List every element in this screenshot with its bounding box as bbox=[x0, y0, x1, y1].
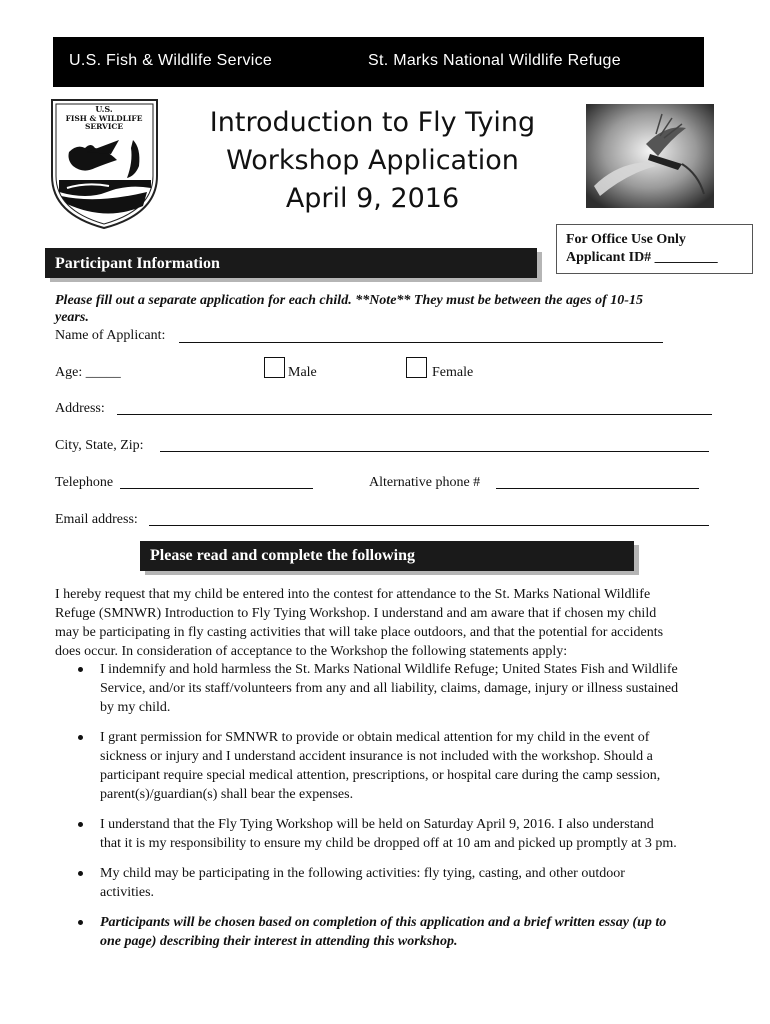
name-field[interactable] bbox=[179, 342, 663, 343]
office-use-label: For Office Use Only bbox=[566, 232, 686, 247]
title-line-3: April 9, 2016 bbox=[285, 183, 460, 214]
title-line-2: Workshop Application bbox=[226, 145, 519, 176]
female-label: Female bbox=[432, 365, 474, 380]
bullet-line: participant require special medical attention, prescriptions, or hospital care during the camp session, bbox=[100, 768, 661, 783]
bullet-icon bbox=[78, 735, 83, 740]
header-bar bbox=[53, 37, 704, 87]
svg-text:SERVICE: SERVICE bbox=[84, 122, 124, 131]
alt-phone-field[interactable] bbox=[496, 488, 699, 489]
bullet-line: I understand that the Fly Tying Workshop will be held on Saturday April 9, 2016. I also understand bbox=[100, 817, 654, 832]
bullet-item-selection bbox=[100, 913, 740, 951]
bullet-line: My child may be participating in the following activities: fly tying, casting, and other outdoor bbox=[100, 866, 625, 881]
email-field[interactable] bbox=[149, 525, 709, 526]
instruction-line-2: years. bbox=[55, 310, 89, 325]
form-title bbox=[175, 104, 570, 218]
telephone-label: Telephone bbox=[55, 475, 114, 490]
intro-line: Refuge (SMNWR) Introduction to Fly Tying Workshop. I understand and am aware that if chosen my child bbox=[55, 606, 657, 621]
bullet-line: that it is my responsibility to ensure my child be dropped off at 10 am and picked up promptly at 3 pm. bbox=[100, 836, 677, 851]
usfws-logo bbox=[47, 96, 162, 231]
bullet-line: parent(s)/guardian(s) shall bear the expenses. bbox=[100, 787, 354, 802]
bullet-icon bbox=[78, 871, 83, 876]
participant-info-banner bbox=[45, 248, 537, 278]
bullet-icon bbox=[78, 822, 83, 827]
bullet-item-indemnify bbox=[100, 660, 740, 717]
name-label: Name of Applicant: bbox=[55, 328, 166, 343]
svg-text:FISH & WILDLIFE: FISH & WILDLIFE bbox=[65, 114, 143, 123]
intro-line: may be participating in fly casting activities that will take place outdoors, and that the potential for accidents bbox=[55, 625, 664, 640]
address-field[interactable] bbox=[117, 414, 712, 415]
bullet-item-schedule bbox=[100, 815, 740, 853]
bullet-line: Participants will be chosen based on completion of this application and a brief written essay (up to bbox=[100, 915, 667, 930]
read-complete-banner bbox=[140, 541, 634, 571]
bullet-line: by my child. bbox=[100, 700, 171, 715]
bullet-line: activities. bbox=[100, 885, 155, 900]
address-label: Address: bbox=[55, 401, 105, 416]
participant-info-heading: Participant Information bbox=[55, 255, 220, 272]
read-complete-heading: Please read and complete the following bbox=[150, 547, 416, 564]
bullet-icon bbox=[78, 920, 83, 925]
email-label: Email address: bbox=[55, 512, 138, 527]
title-line-1: Introduction to Fly Tying bbox=[209, 107, 536, 138]
bullet-line: one page) describing their interest in attending this workshop. bbox=[100, 934, 458, 949]
age-field[interactable]: Age: _____ bbox=[55, 365, 121, 380]
male-label: Male bbox=[288, 365, 317, 380]
alt-phone-label: Alternative phone # bbox=[369, 475, 481, 490]
instruction-line-1: Please fill out a separate application for each child. **Note** They must be between the ages of 10-15 bbox=[55, 293, 643, 308]
refuge-name: St. Marks National Wildlife Refuge bbox=[368, 52, 621, 69]
agency-name: U.S. Fish & Wildlife Service bbox=[69, 52, 273, 69]
telephone-field[interactable] bbox=[120, 488, 313, 489]
bullet-item-activities bbox=[100, 864, 740, 902]
intro-line: does occur. In consideration of acceptance to the Workshop the following statements apply: bbox=[55, 644, 568, 659]
intro-paragraph bbox=[55, 585, 735, 661]
office-use-box bbox=[556, 224, 753, 274]
city-label: City, State, Zip: bbox=[55, 438, 144, 453]
intro-line: I hereby request that my child be entered into the contest for attendance to the St. Marks National Wildlife bbox=[55, 587, 651, 602]
bullet-item-medical bbox=[100, 728, 740, 804]
bullet-line: I indemnify and hold harmless the St. Marks National Wildlife Refuge; United States Fish and Wildlife bbox=[100, 662, 678, 677]
male-checkbox[interactable] bbox=[264, 357, 285, 378]
bullet-icon bbox=[78, 667, 83, 672]
applicant-id-label: Applicant ID# _________ bbox=[566, 250, 718, 265]
female-checkbox[interactable] bbox=[406, 357, 427, 378]
city-field[interactable] bbox=[160, 451, 709, 452]
fly-photo bbox=[586, 104, 714, 208]
bullet-line: I grant permission for SMNWR to provide or obtain medical attention for my child in the event of bbox=[100, 730, 650, 745]
svg-text:U.S.: U.S. bbox=[95, 104, 113, 114]
bullet-line: Service, and/or its staff/volunteers from any and all liability, claims, damage, injury or illness sustained bbox=[100, 681, 679, 696]
bullet-line: sickness or injury and I understand accident insurance is not included with the workshop. Should a bbox=[100, 749, 653, 764]
